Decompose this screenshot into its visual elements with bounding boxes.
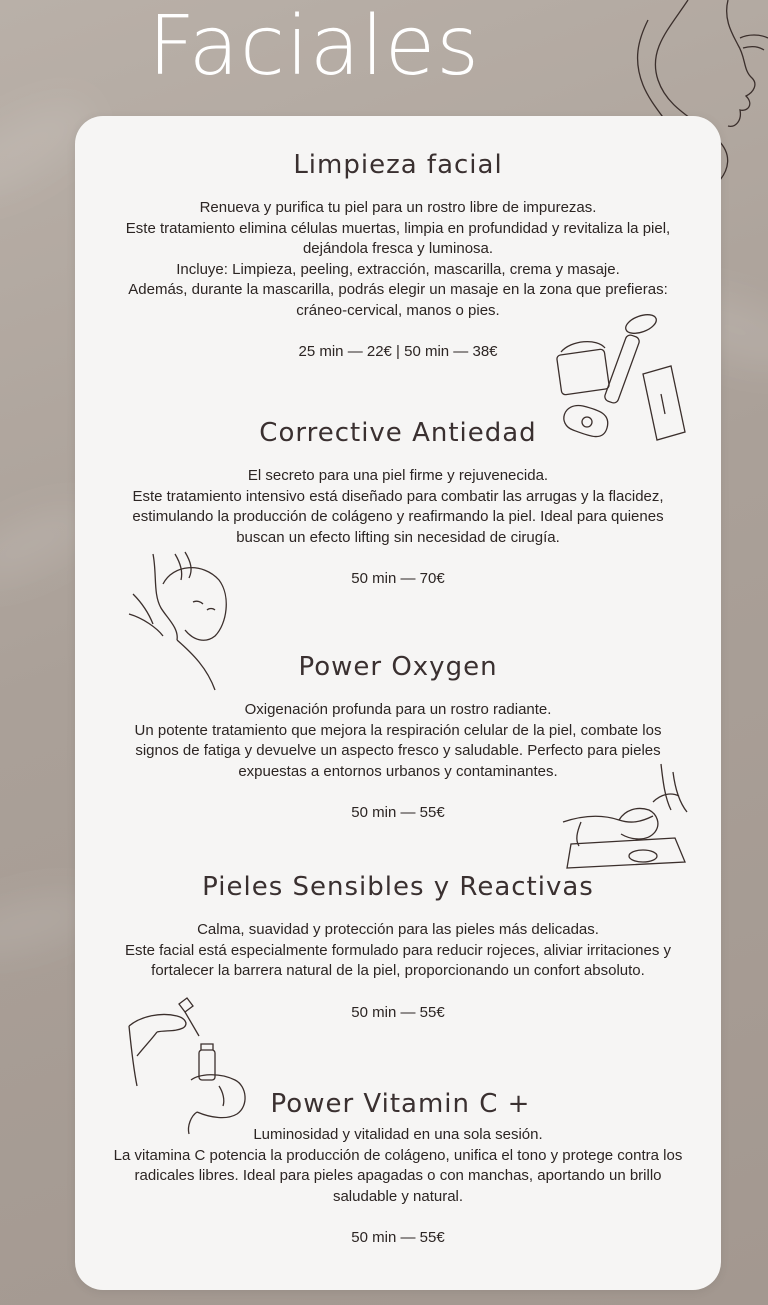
treatment-title: Corrective Antiedad xyxy=(259,418,537,448)
treatment-title: Power Oxygen xyxy=(298,652,498,682)
treatments-card xyxy=(75,116,721,1290)
treatment-price: 50 min — 55€ xyxy=(351,1003,445,1021)
treatment-description: Luminosidad y vitalidad en una sola sesión. La vitamina C potencia la producción de colágeno, unifica el tono y protege contra los radicales libres. Ideal para pieles apagadas o con manchas, aportando un brillo saludable y natural. xyxy=(113,1126,683,1205)
serum-dropper-hands-icon xyxy=(127,996,255,1136)
treatment-price: 25 min — 22€ | 50 min — 38€ xyxy=(298,343,498,360)
treatment-price: 50 min — 70€ xyxy=(351,570,445,587)
treatment-price: 50 min — 55€ xyxy=(351,804,445,821)
treatment-title: Limpieza facial xyxy=(293,150,503,180)
treatment-description: El secreto para una piel firme y rejuvenecida. Este tratamiento intensivo está diseñado para combatir las arrugas y la flacidez, estimulando la producción de colágeno y reafirmando la piel. Ideal para quienes buscan un efecto lifting sin necesidad de cirugía. xyxy=(132,467,664,546)
treatment-price: 50 min — 55€ xyxy=(351,1229,445,1246)
face-steam-treatment-icon xyxy=(561,762,693,874)
skincare-products-icon xyxy=(553,314,693,454)
treatment-description: Calma, suavidad y protección para las pieles más delicadas. Este facial está especialmente formulado para reducir rojeces, aliviar irritaciones y fortalecer la barrera natural de la piel, proporcionando un confort absoluto. xyxy=(124,921,672,979)
treatment-title: Power Vitamin C + xyxy=(270,1089,531,1119)
treatment-title: Pieles Sensibles y Reactivas xyxy=(202,872,594,902)
treatment-description: Renueva y purifica tu piel para un rostro libre de impurezas. Este tratamiento elimina células muertas, limpia en profundidad y revitaliza la piel, dejándola fresca y luminosa. Incluye: Limpieza, peeling, extracción, mascarilla, crema y masaje. Además, durante la mascarilla, podrás elegir un masaje en la zona que prefieras: cráneo-cervical, manos o pies. xyxy=(125,199,671,319)
treatment-description: Oxigenación profunda para un rostro radiante. Un potente tratamiento que mejora la respiración celular de la piel, combate los signos de fatiga y devuelve un aspecto fresco y saludable. Perfecto para pieles expuestas a entornos urbanos y contaminantes. xyxy=(134,701,662,780)
page-title: Faciales xyxy=(148,0,480,94)
facial-massage-icon xyxy=(123,544,233,694)
